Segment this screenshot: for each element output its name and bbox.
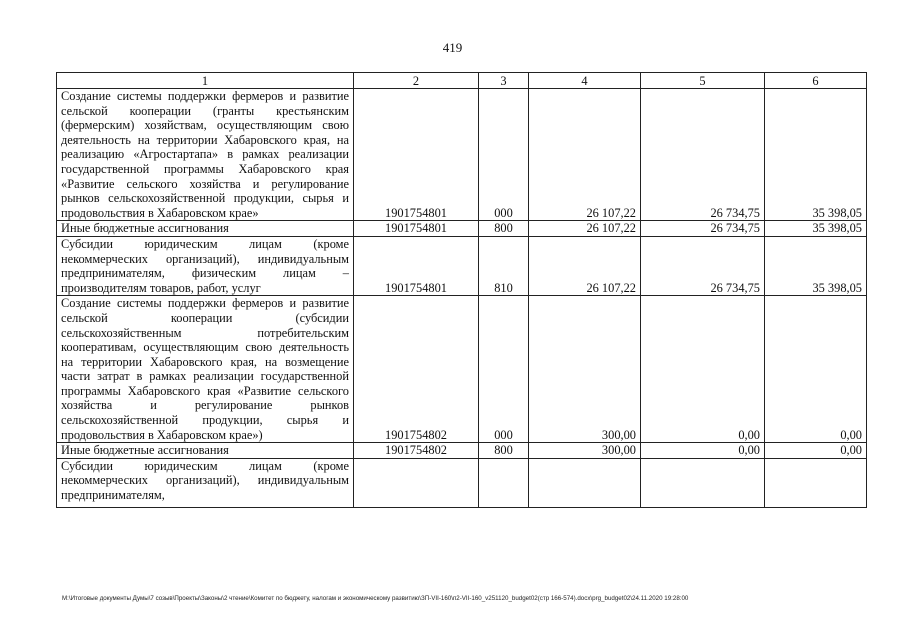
row-code: 1901754801 xyxy=(354,236,479,295)
row-value-3: 35 398,05 xyxy=(765,221,867,237)
row-type xyxy=(479,458,529,507)
column-header-3: 3 xyxy=(479,73,529,89)
row-code xyxy=(354,458,479,507)
row-name: Субсидии юридическим лицам (кроме некоммерческих организаций), индивидуальным предпринимателям, физическим лицам – производителям товаров, работ, услуг xyxy=(57,236,354,295)
row-value-3: 0,00 xyxy=(765,443,867,459)
row-value-2: 26 734,75 xyxy=(641,221,765,237)
row-value-3: 35 398,05 xyxy=(765,236,867,295)
column-header-5: 5 xyxy=(641,73,765,89)
row-value-2: 0,00 xyxy=(641,296,765,443)
row-code: 1901754801 xyxy=(354,221,479,237)
budget-table xyxy=(56,72,867,508)
row-value-3: 35 398,05 xyxy=(765,89,867,221)
row-value-2: 26 734,75 xyxy=(641,89,765,221)
table-row xyxy=(57,89,867,221)
row-value-1 xyxy=(529,458,641,507)
row-value-2: 0,00 xyxy=(641,443,765,459)
row-type: 800 xyxy=(479,443,529,459)
row-value-2: 26 734,75 xyxy=(641,236,765,295)
column-header-2: 2 xyxy=(354,73,479,89)
column-header-4: 4 xyxy=(529,73,641,89)
row-name: Иные бюджетные ассигнования xyxy=(57,221,354,237)
table-row xyxy=(57,296,867,443)
row-value-1: 300,00 xyxy=(529,296,641,443)
table-row xyxy=(57,236,867,295)
row-value-1: 300,00 xyxy=(529,443,641,459)
table-row xyxy=(57,221,867,237)
row-value-3: 0,00 xyxy=(765,296,867,443)
row-name: Создание системы поддержки фермеров и развитие сельской кооперации (гранты крестьянским (фермерским) хозяйствам, осуществляющим свою деятельность на территории Хабаровского края, на реализацию «Агростартапа» в рамках реализации государственной программы Хабаровского края «Развитие сельского хозяйства и регулирование рынков сельскохозяйственной продукции, сырья и продовольствия в Хабаровском крае» xyxy=(57,89,354,221)
table-row xyxy=(57,443,867,459)
row-code: 1901754802 xyxy=(354,443,479,459)
row-type: 810 xyxy=(479,236,529,295)
row-type: 800 xyxy=(479,221,529,237)
row-name: Иные бюджетные ассигнования xyxy=(57,443,354,459)
row-type: 000 xyxy=(479,296,529,443)
column-header-1: 1 xyxy=(57,73,354,89)
row-value-1: 26 107,22 xyxy=(529,89,641,221)
row-value-1: 26 107,22 xyxy=(529,236,641,295)
table-row xyxy=(57,458,867,507)
column-header-6: 6 xyxy=(765,73,867,89)
table-header-row xyxy=(57,73,867,89)
row-value-1: 26 107,22 xyxy=(529,221,641,237)
row-value-2 xyxy=(641,458,765,507)
row-type: 000 xyxy=(479,89,529,221)
row-code: 1901754802 xyxy=(354,296,479,443)
row-name: Создание системы поддержки фермеров и развитие сельской кооперации (субсидии сельскохозяйственным потребительским кооперативам, осуществляющим свою деятельность на территории Хабаровского края, на возмещение части затрат в рамках реализации государственной программы Хабаровского края «Развитие сельского хозяйства и регулирование рынков сельскохозяйственной продукции, сырья и продовольствия в Хабаровском крае») xyxy=(57,296,354,443)
row-name: Субсидии юридическим лицам (кроме некоммерческих организаций), индивидуальным предпринимателям, xyxy=(57,458,354,507)
page-number: 419 xyxy=(442,40,463,55)
row-code: 1901754801 xyxy=(354,89,479,221)
row-value-3 xyxy=(765,458,867,507)
footer-file-path: M:\Итоговые документы Думы\7 созыв\Проекты\Законы\2 чтение\Комитет по бюджету, налогам и экономическому развитию\ЗП-VII-160\п2-VII-160_v251120_budget02(стр 166-574).docx\prg_budget02\24.11.2020 19:28:00 xyxy=(62,595,689,602)
